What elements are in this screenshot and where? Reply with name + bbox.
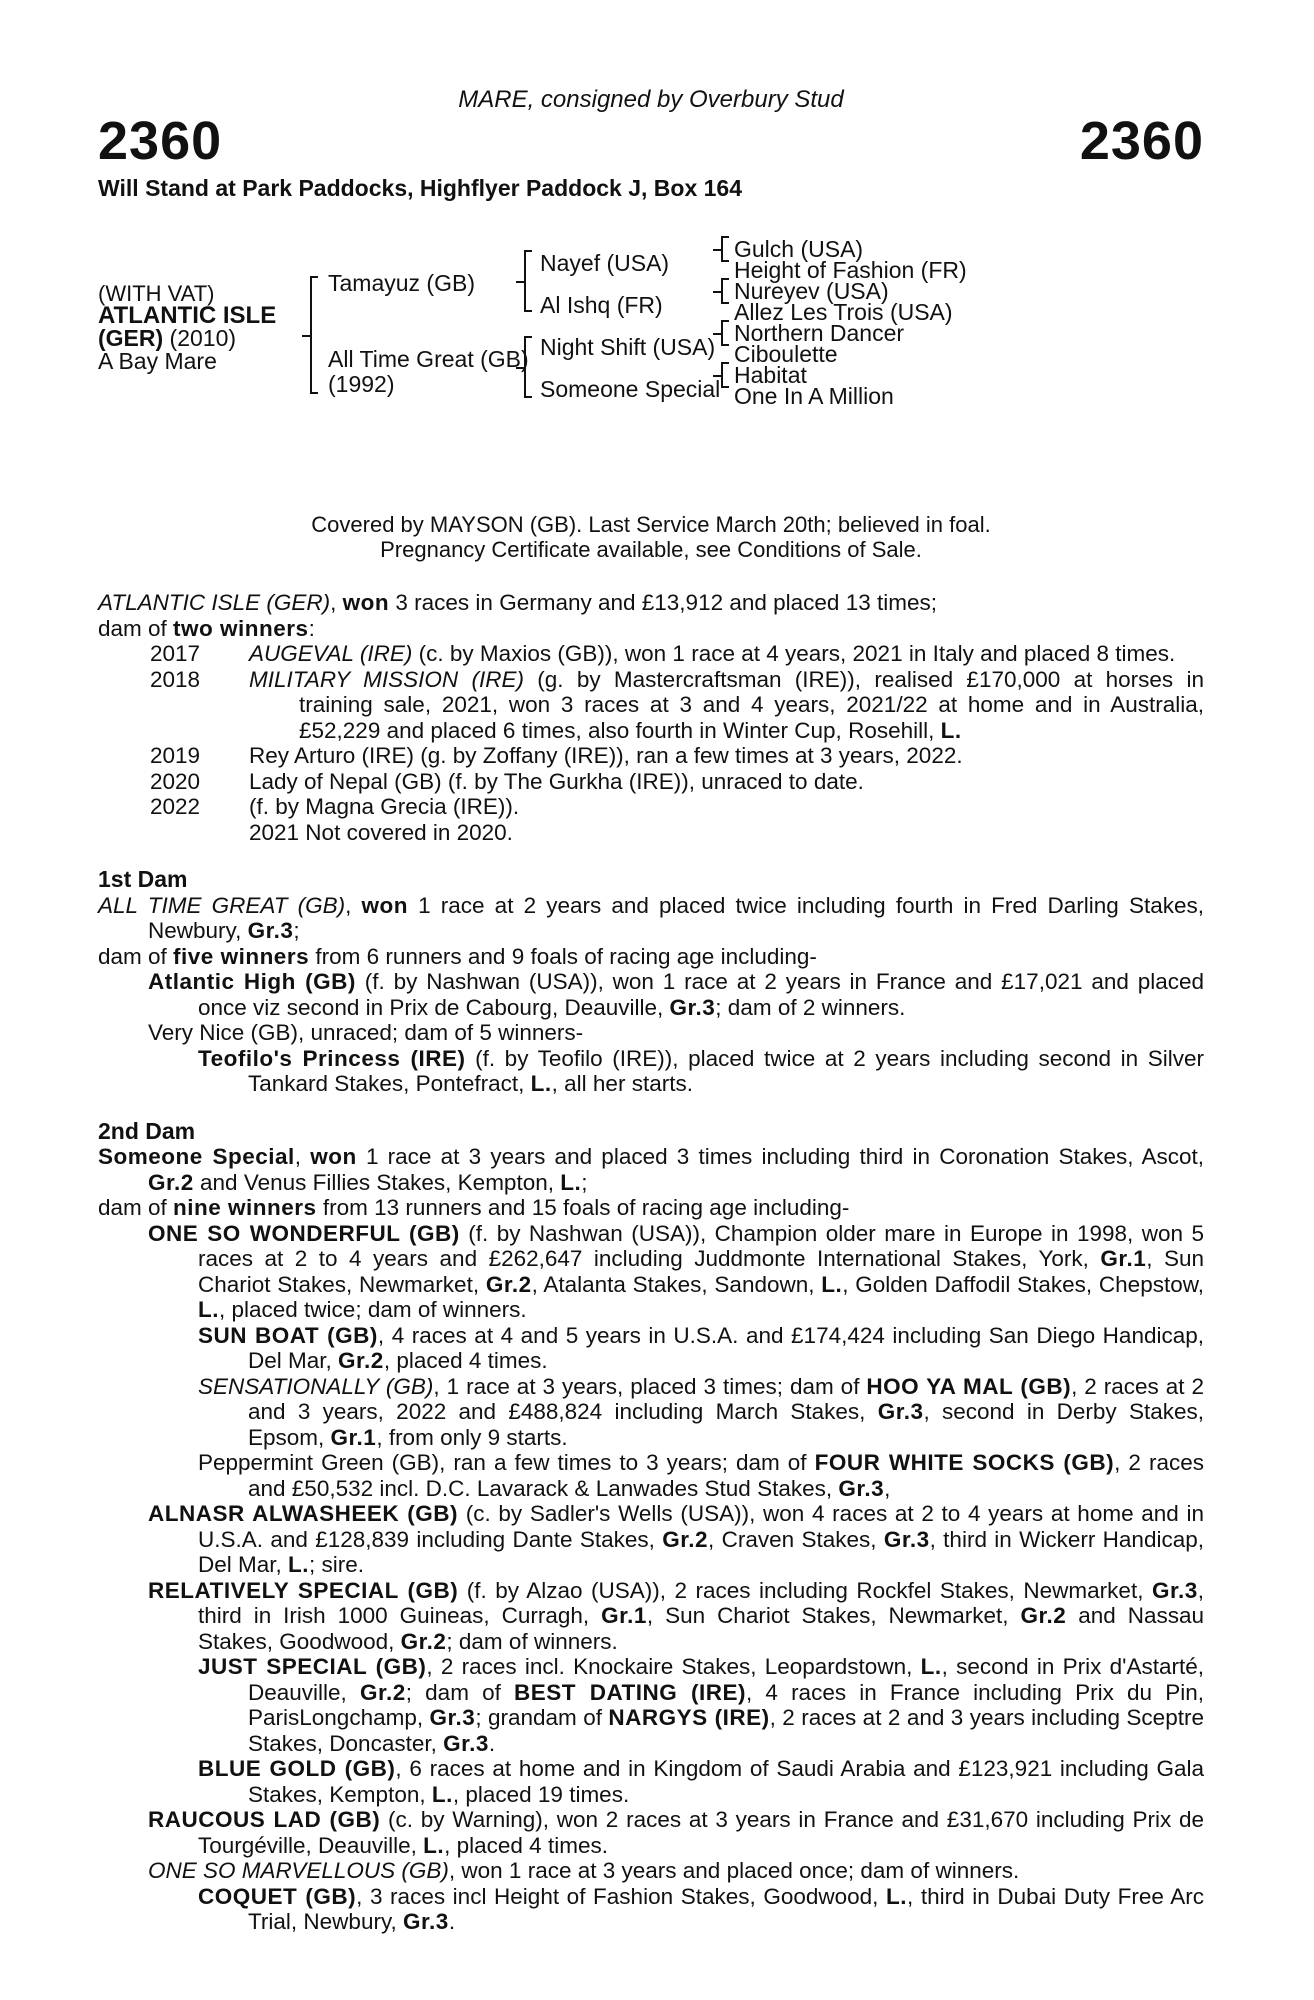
second-dam-seg: L. xyxy=(431,1781,453,1807)
second-dam-seg: L. xyxy=(423,1832,445,1858)
produce-seg: AUGEVAL (IRE) xyxy=(249,641,413,666)
second-dam-seg: Gr.3 xyxy=(883,1526,930,1552)
second-dam-seg: Gr.3 xyxy=(443,1730,489,1756)
first-dam-seg: ALL TIME GREAT (GB) xyxy=(98,892,346,918)
second-dam-entry xyxy=(98,1374,1204,1451)
first-dam-entry xyxy=(98,944,1204,970)
produce-text xyxy=(249,743,1204,769)
second-dam-seg: , Craven Stakes, xyxy=(708,1526,884,1552)
first-dam-seg: (f. by Teofilo (IRE)), placed twice at 2 years including second in Silver Tankard Stakes, Pontefract, xyxy=(248,1045,1204,1096)
dam-sire: Night Shift (USA) xyxy=(540,334,716,360)
second-dam-seg: 1 race at 3 years and placed 3 times including third in Coronation Stakes, Ascot, xyxy=(356,1144,1204,1169)
dam: All Time Great (GB) xyxy=(328,346,529,372)
first-dam-entry xyxy=(98,969,1204,1020)
second-dam-seg: dam of xyxy=(98,1195,174,1220)
covered-note xyxy=(98,512,1204,562)
second-dam-seg: Someone Special xyxy=(98,1144,295,1169)
second-dam-seg: , placed 19 times. xyxy=(452,1781,630,1807)
first-dam-seg: Very Nice (GB), unraced; dam of 5 winners- xyxy=(148,1020,584,1045)
second-dam-seg: Gr.1 xyxy=(1100,1246,1147,1271)
second-dam-seg: , 2 races at 2 and 3 years, 2022 and £488,824 including March Stakes, xyxy=(248,1373,1204,1424)
second-dam-entry xyxy=(98,1221,1204,1323)
sire: Tamayuz (GB) xyxy=(328,270,475,296)
second-dam-seg: L. xyxy=(886,1883,908,1909)
first-dam-seg: ; xyxy=(293,918,300,943)
second-dam-seg: Peppermint Green (GB), ran a few times to 3 years; dam of xyxy=(198,1450,815,1475)
produce-row xyxy=(98,820,1204,846)
first-dam-seg: Teofilo's Princess (IRE) xyxy=(198,1045,466,1071)
consignor-line: MARE, consigned by Overbury Stud xyxy=(458,86,844,113)
second-dam-seg: , 6 races at home and in Kingdom of Saudi Arabia and £123,921 including Gala Stakes, Kempton, xyxy=(248,1756,1204,1807)
second-dam-entry xyxy=(98,1884,1204,1935)
produce-row xyxy=(98,641,1204,667)
second-dam-entry xyxy=(98,1654,1204,1756)
second-dam-seg: , placed 4 times. xyxy=(383,1348,548,1373)
second-dam-seg: L. xyxy=(198,1297,219,1322)
second-dam-seg: (f. by Alzao (USA)), 2 races including Rockfel Stakes, Newmarket, xyxy=(458,1577,1152,1603)
ancestor-7: Habitat xyxy=(734,362,807,388)
brace-main xyxy=(310,276,312,394)
produce-year: 2017 xyxy=(150,641,201,666)
second-dam-seg: Gr.2 xyxy=(338,1348,384,1373)
second-dam-seg: , 4 races in France including Prix du Pin, ParisLongchamp, xyxy=(248,1679,1204,1730)
second-dam-seg: , third in Dubai Duty Free Arc Trial, Newbury, xyxy=(248,1883,1204,1934)
second-dam-seg: Gr.3 xyxy=(403,1909,449,1934)
stand-location: Will Stand at Park Paddocks, Highflyer Paddock J, Box 164 xyxy=(98,175,742,201)
pedigree-table xyxy=(98,198,1204,508)
horse-origin: (GER) xyxy=(98,325,164,351)
first-dam-entry xyxy=(98,893,1204,944)
second-dam-entry xyxy=(98,1807,1204,1858)
second-dam-seg: L. xyxy=(288,1552,310,1577)
produce-seg: Lady of Nepal (GB) (f. by The Gurkha (IRE)), unraced to date. xyxy=(249,768,864,794)
second-dam-seg: ONE SO WONDERFUL (GB) xyxy=(148,1220,460,1246)
second-dam-seg: RAUCOUS LAD (GB) xyxy=(148,1807,381,1832)
produce-seg: L. xyxy=(940,717,962,743)
second-dam-seg: ; dam of winners. xyxy=(446,1628,618,1654)
second-dam-entry xyxy=(98,1195,1204,1221)
first-dam-seg: dam of xyxy=(98,943,174,969)
second-dam-seg: Gr.3 xyxy=(877,1399,924,1424)
second-dam-seg: RELATIVELY SPECIAL (GB) xyxy=(148,1577,459,1603)
second-dam-seg: and Nassau Stakes, Goodwood, xyxy=(198,1603,1204,1654)
second-dam-seg: , 1 race at 3 years, placed 3 times; dam of xyxy=(433,1373,867,1399)
produce-row xyxy=(98,794,1204,820)
first-dam-seg: won xyxy=(361,892,408,918)
second-dam-seg: NARGYS (IRE) xyxy=(608,1705,770,1730)
second-dam-entry xyxy=(98,1578,1204,1655)
produce-text xyxy=(249,641,1204,667)
dam-year: (1992) xyxy=(328,371,395,397)
dam-of-count: two winners xyxy=(173,615,309,641)
brace-dam xyxy=(524,336,526,398)
second-dam-seg: , second in Prix d'Astarté, Deauville, xyxy=(248,1654,1204,1705)
second-dam-seg: Gr.2 xyxy=(148,1169,194,1195)
produce-year: 2019 xyxy=(150,743,201,768)
second-dam-seg: , 3 races incl Height of Fashion Stakes, Goodwood, xyxy=(356,1883,887,1909)
second-dam-entry xyxy=(98,1858,1204,1884)
second-dam-seg: , xyxy=(884,1475,891,1501)
second-dam-seg: , third in Wickerr Handicap, Del Mar, xyxy=(198,1526,1204,1577)
racing-record xyxy=(98,590,1204,1935)
first-dam-seg: ; dam of 2 winners. xyxy=(715,994,906,1020)
second-dam-seg: COQUET (GB) xyxy=(198,1883,357,1909)
second-dam-section xyxy=(98,1144,1204,1935)
second-dam-seg: , 2 races incl. Knockaire Stakes, Leopardstown, xyxy=(426,1654,921,1679)
produce-text xyxy=(249,667,1204,744)
second-dam-seg: , Sun Chariot Stakes, Newmarket, xyxy=(198,1246,1204,1297)
first-dam-seg: Gr.3 xyxy=(669,994,716,1020)
second-dam-entry xyxy=(98,1144,1204,1195)
second-dam-seg: , 4 races at 4 and 5 years in U.S.A. and £174,424 including San Diego Handicap, Del Mar, xyxy=(248,1322,1204,1373)
produce-seg: (c. by Maxios (GB)), won 1 race at 4 years, 2021 in Italy and placed 8 times. xyxy=(412,641,1176,666)
ancestor-6: Ciboulette xyxy=(734,341,838,367)
produce-text xyxy=(249,794,1204,820)
second-dam-seg: ONE SO MARVELLOUS (GB) xyxy=(148,1858,449,1883)
second-dam-entry xyxy=(98,1323,1204,1374)
first-dam-seg: five winners xyxy=(173,943,310,969)
covered-line-2: Pregnancy Certificate available, see Conditions of Sale. xyxy=(380,537,922,562)
second-dam-seg: SENSATIONALLY (GB) xyxy=(198,1373,434,1399)
second-dam-seg: (c. by Sadler's Wells (USA)), won 4 races at 2 to 4 years at home and in U.S.A. and £128,839 including Dante Stakes, xyxy=(198,1501,1204,1552)
first-dam-entry xyxy=(98,1020,1204,1046)
first-dam-seg: (f. by Nashwan (USA)), won 1 race at 2 years in France and £17,021 and placed once viz second in Prix de Cabourg, Deauville, xyxy=(198,969,1205,1020)
second-dam-seg: ALNASR ALWASHEEK (GB) xyxy=(148,1501,459,1526)
first-dam-seg: Gr.3 xyxy=(247,918,294,943)
first-dam-entry xyxy=(98,1046,1204,1097)
second-dam-seg: (f. by Nashwan (USA)), Champion older mare in Europe in 1998, won 5 races at 2 to 4 years and £262,647 including Juddmonte International Stakes, York, xyxy=(198,1220,1204,1271)
produce-text xyxy=(249,820,1204,846)
second-dam-seg: from 13 runners and 15 foals of racing age including- xyxy=(316,1195,850,1220)
first-dam-seg: from 6 runners and 9 foals of racing age including- xyxy=(309,943,817,969)
first-dam-heading: 1st Dam xyxy=(98,866,188,892)
brace-g2 xyxy=(721,278,723,304)
second-dam-seg: , Golden Daffodil Stakes, Chepstow, xyxy=(842,1271,1204,1297)
produce-seg: MILITARY MISSION (IRE) xyxy=(249,666,524,692)
mare-record-text: 3 races in Germany and £13,912 and placed 13 times; xyxy=(389,590,937,615)
second-dam-seg: (c. by Warning), won 2 races at 3 years in France and £31,670 including Prix de Tourgéville, Deauville, xyxy=(198,1807,1205,1858)
second-dam-seg: and Venus Fillies Stakes, Kempton, xyxy=(193,1169,561,1195)
mare-name: ATLANTIC ISLE (GER) xyxy=(98,590,331,615)
second-dam-seg: Gr.2 xyxy=(400,1628,447,1654)
second-dam-seg: , 2 races at 2 and 3 years including Sceptre Stakes, Doncaster, xyxy=(248,1705,1204,1756)
lot-number-left: 2360 xyxy=(98,111,223,171)
lot-number-right: 2360 xyxy=(1079,111,1204,171)
second-dam-seg: , second in Derby Stakes, Epsom, xyxy=(248,1399,1204,1450)
second-dam-seg: JUST SPECIAL (GB) xyxy=(198,1654,427,1679)
vat-note: (WITH VAT) xyxy=(98,281,215,306)
first-dam-seg: L. xyxy=(530,1071,552,1096)
second-dam-seg: , placed twice; dam of winners. xyxy=(219,1297,527,1322)
second-dam-seg: BLUE GOLD (GB) xyxy=(198,1756,396,1781)
second-dam-seg: Gr.1 xyxy=(330,1424,377,1450)
produce-year: 2020 xyxy=(150,768,201,794)
first-dam-seg: Atlantic High (GB) xyxy=(148,969,356,994)
second-dam-seg: FOUR WHITE SOCKS (GB) xyxy=(814,1450,1115,1475)
second-dam-heading: 2nd Dam xyxy=(98,1117,196,1144)
brace-g3 xyxy=(721,320,723,346)
second-dam-entry xyxy=(98,1450,1204,1501)
first-dam-section xyxy=(98,893,1204,1097)
second-dam-seg: Gr.3 xyxy=(1151,1577,1198,1603)
dam-of-prefix: dam of xyxy=(98,615,174,641)
second-dam-seg: , placed 4 times. xyxy=(444,1832,608,1858)
second-dam-seg: L. xyxy=(560,1169,582,1195)
second-dam-seg: , 2 races and £50,532 incl. D.C. Lavarack & Lanwades Stud Stakes, xyxy=(248,1450,1204,1501)
brace-g1 xyxy=(721,236,723,262)
brace-sire xyxy=(524,250,526,312)
produce-seg: 2021 Not covered in 2020. xyxy=(249,819,513,845)
second-dam-entry xyxy=(98,1501,1204,1578)
second-dam-seg: , Atalanta Stakes, Sandown, xyxy=(531,1271,822,1297)
mare-dam-of xyxy=(98,616,1204,642)
mare-record: ATLANTIC ISLE (GER), won 3 races in Germany and £13,912 and placed 13 times; xyxy=(98,590,937,615)
second-dam-seg: Gr.2 xyxy=(485,1271,532,1297)
second-dam-seg: HOO YA MAL (GB) xyxy=(866,1373,1072,1399)
first-dam-seg: 1 race at 2 years and placed twice including fourth in Fred Darling Stakes, Newbury, xyxy=(148,892,1204,943)
second-dam-seg: Gr.2 xyxy=(1020,1603,1067,1628)
mare-won: won xyxy=(342,590,390,615)
first-dam-seg: , xyxy=(345,892,362,918)
covered-line-1: Covered by MAYSON (GB). Last Service March 20th; believed in foal. xyxy=(311,512,991,537)
second-dam-seg: SUN BOAT (GB) xyxy=(198,1322,378,1348)
ancestor-2: Height of Fashion (FR) xyxy=(734,257,967,283)
second-dam-seg: . xyxy=(448,1909,456,1934)
produce-text xyxy=(249,769,1204,795)
horse-name: ATLANTIC ISLE xyxy=(98,302,277,329)
produce-seg: (g. by Mastercraftsman (IRE)), realised £170,000 at horses in training sale, 2021, won 3 races at 3 and 4 years, 2021/22 at home and in Australia, £52,229 and placed 6 times, also fourth in Winter Cup, Rosehill, xyxy=(299,666,1205,743)
sire-dam: Al Ishq (FR) xyxy=(540,292,663,318)
produce-seg: Rey Arturo (IRE) (g. by Zoffany (IRE)), ran a few times at 3 years, 2022. xyxy=(249,743,963,768)
first-dam-seg: , all her starts. xyxy=(551,1071,693,1096)
ancestor-4: Allez Les Trois (USA) xyxy=(734,299,953,325)
second-dam-seg: Gr.3 xyxy=(429,1705,476,1730)
second-dam-seg: L. xyxy=(821,1271,843,1297)
second-dam-seg: , from only 9 starts. xyxy=(376,1424,568,1450)
second-dam-seg: BEST DATING (IRE) xyxy=(514,1679,746,1705)
second-dam-seg: , Sun Chariot Stakes, Newmarket, xyxy=(646,1603,1021,1628)
horse-description: A Bay Mare xyxy=(98,348,217,374)
second-dam-seg: ; dam of xyxy=(405,1679,515,1705)
ancestor-8: One In A Million xyxy=(734,383,894,409)
brace-g4 xyxy=(721,362,723,388)
second-dam-seg: . xyxy=(488,1730,496,1756)
second-dam-seg: Gr.2 xyxy=(662,1526,709,1552)
second-dam-seg: Gr.3 xyxy=(838,1475,885,1501)
ancestor-1: Gulch (USA) xyxy=(734,236,864,262)
second-dam-seg: ; sire. xyxy=(309,1552,365,1577)
second-dam-seg: nine winners xyxy=(173,1195,317,1220)
ancestor-3: Nureyev (USA) xyxy=(734,278,889,304)
produce-row xyxy=(98,743,1204,769)
ancestor-5: Northern Dancer xyxy=(734,320,905,346)
produce-seg: (f. by Magna Grecia (IRE)). xyxy=(249,794,520,819)
dam-dam: Someone Special xyxy=(540,376,721,402)
produce-row xyxy=(98,769,1204,795)
produce-year: 2022 xyxy=(150,794,201,819)
sire-sire: Nayef (USA) xyxy=(540,250,670,276)
horse-year: (2010) xyxy=(163,325,237,351)
second-dam-seg: , won 1 race at 3 years and placed once; dam of winners. xyxy=(448,1858,1020,1883)
second-dam-entry xyxy=(98,1756,1204,1807)
second-dam-seg: Gr.1 xyxy=(601,1603,647,1628)
produce-year: 2018 xyxy=(150,666,201,692)
second-dam-seg: ; grandam of xyxy=(475,1705,609,1730)
second-dam-seg: Gr.2 xyxy=(359,1679,406,1705)
produce-list xyxy=(98,641,1204,845)
produce-row xyxy=(98,667,1204,744)
dam-of-suffix: : xyxy=(308,615,315,641)
second-dam-seg: , xyxy=(294,1144,311,1169)
second-dam-seg: won xyxy=(310,1144,357,1169)
produce-year xyxy=(98,820,249,846)
second-dam-seg: ; xyxy=(581,1169,588,1195)
second-dam-seg: L. xyxy=(920,1654,942,1679)
second-dam-seg: , third in Irish 1000 Guineas, Curragh, xyxy=(198,1577,1204,1628)
